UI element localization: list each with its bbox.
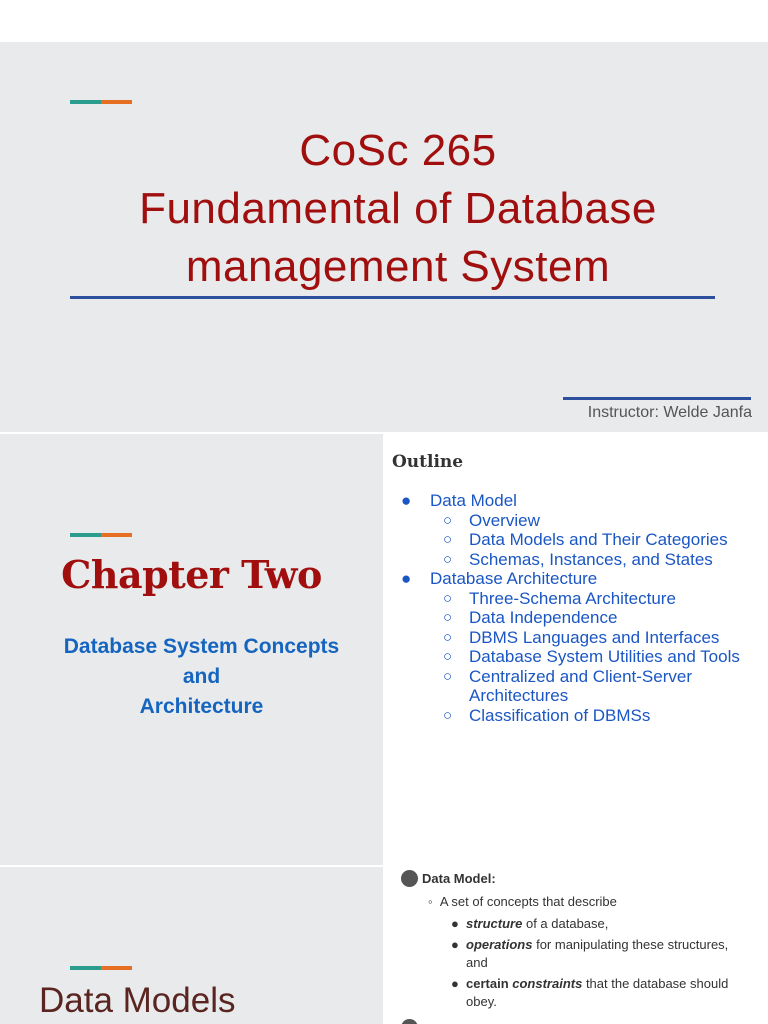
- instructor-label: Instructor: Welde Janfa: [587, 404, 752, 421]
- chapter-subtitle: [20, 632, 383, 722]
- bullet-icon: ●: [451, 976, 459, 991]
- accent-bar: [70, 100, 132, 104]
- outline-item-label: Database Architecture: [430, 569, 598, 588]
- circle-bullet-icon: ○: [443, 550, 453, 568]
- data-models-slide: [0, 867, 383, 1024]
- circle-bullet-icon: ○: [443, 609, 453, 626]
- instructor-rule: [563, 397, 751, 400]
- definition-item: ● certain constraints that the database should obey.: [451, 976, 729, 1009]
- outline-subitem: ○ DBMS Languages and Interfaces: [443, 627, 720, 647]
- subtitle-line: Database System Concepts: [63, 635, 340, 658]
- course-title: [0, 122, 768, 296]
- outline-slide: [385, 434, 768, 865]
- circle-bullet-icon: ○: [443, 648, 453, 665]
- title-underline: [70, 296, 715, 299]
- outline-heading: Outline: [392, 452, 464, 472]
- accent-bar: [70, 966, 132, 970]
- subtitle-line: and: [182, 665, 221, 688]
- circle-bullet-icon: ○: [443, 628, 453, 646]
- circle-bullet-icon: ○: [443, 706, 453, 724]
- bullet-icon: ●: [401, 569, 412, 588]
- outline-subitem: ○ Classification of DBMSs: [443, 705, 651, 725]
- circle-bullet-icon: ○: [443, 511, 453, 529]
- circle-bullet-icon: ○: [443, 667, 453, 685]
- subtitle-line: Architecture: [139, 695, 264, 718]
- outline-subitem: ○ Data Independence: [443, 608, 618, 627]
- dot-bullet-icon: [401, 1019, 418, 1024]
- section-title: Data Models: [39, 981, 236, 1020]
- data-model-definition-slide: [385, 867, 768, 1024]
- outline-subitem: ○ Overview: [443, 510, 540, 530]
- accent-bar: [70, 533, 132, 537]
- dot-bullet-icon: [401, 870, 418, 887]
- circle-bullet-icon: ○: [443, 589, 453, 607]
- title-line-1: CoSc 265: [299, 126, 497, 175]
- circle-bullet-icon: ○: [443, 531, 453, 548]
- bullet-icon: ●: [451, 937, 459, 952]
- bullet-icon: ●: [451, 916, 459, 931]
- bullet-icon: ●: [401, 491, 412, 510]
- data-model-heading: Data Model:: [401, 870, 496, 887]
- outline-subitem: ○ Centralized and Client-Server Architectures: [443, 666, 692, 705]
- title-slide: [0, 42, 768, 432]
- chapter-slide: [0, 434, 383, 865]
- definition-items: [451, 915, 751, 1014]
- outline-subitem: ○ Data Models and Their Categories: [443, 530, 728, 549]
- outline-subitem: ○ Database System Utilities and Tools: [443, 647, 740, 666]
- definition-item: ● operations for manipulating these structures, and: [451, 937, 729, 970]
- outline-item: [399, 569, 768, 725]
- outline-subitem: ○ Three-Schema Architecture: [443, 588, 676, 608]
- chapter-title: Chapter Two: [61, 552, 322, 597]
- outline-item: [399, 491, 768, 569]
- outline-item-label: Data Model: [430, 491, 517, 510]
- outline-subitem: ○ Schemas, Instances, and States: [443, 549, 713, 569]
- title-line-3: management System: [185, 242, 611, 291]
- definition-item: ● structure of a database,: [451, 916, 609, 931]
- definition-text: ◦ A set of concepts that describe: [428, 894, 617, 909]
- outline-list: [399, 491, 768, 725]
- title-line-2: Fundamental of Database: [139, 184, 657, 233]
